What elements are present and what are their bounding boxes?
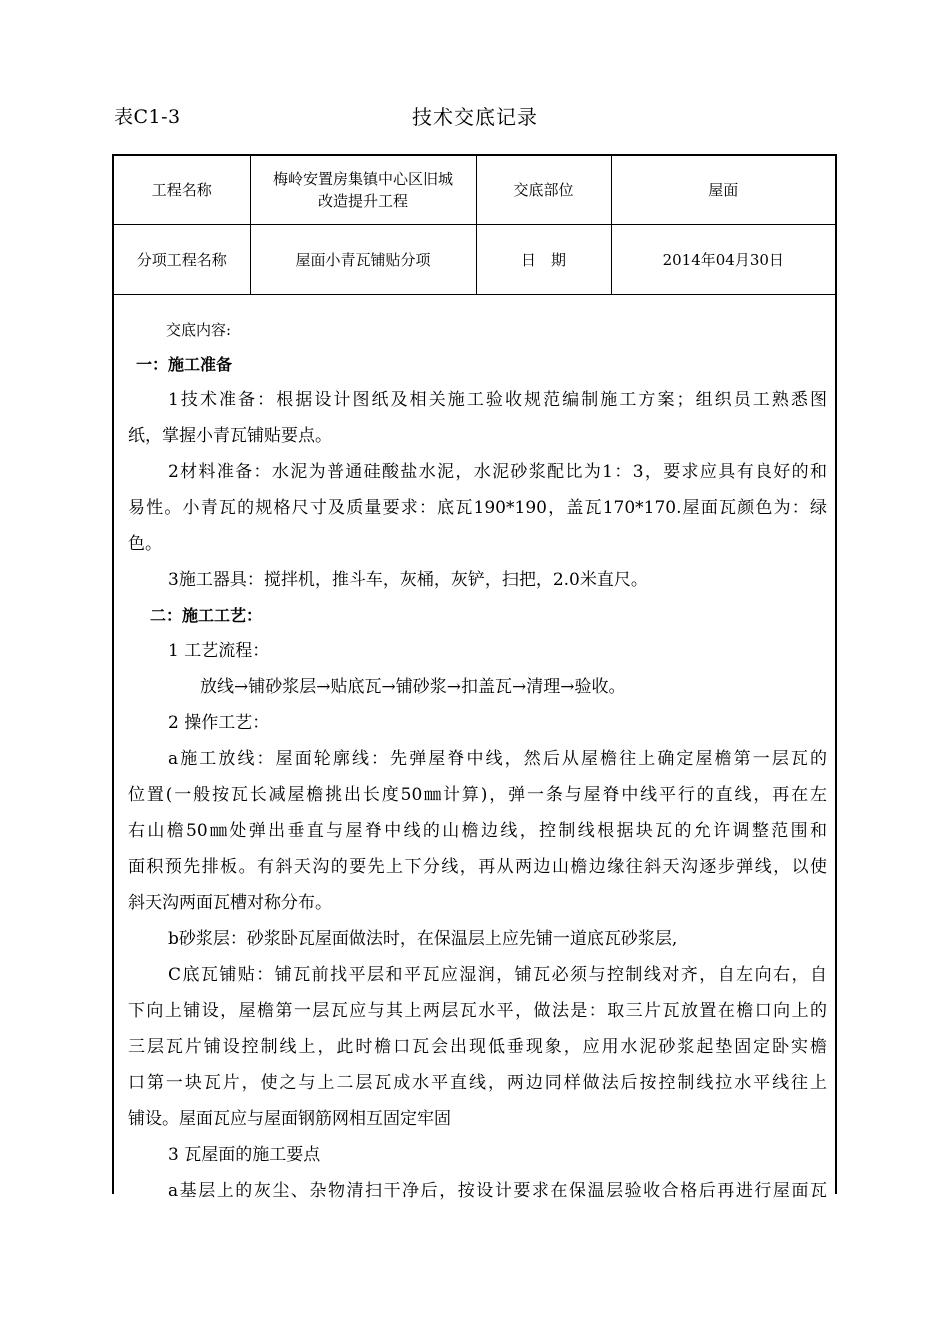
content-line: 三层瓦片铺设控制线上，此时檐口瓦会出现低垂现象，应用水泥砂浆起垫固定卧实檐 <box>128 1037 827 1057</box>
content-line: 面积预先排板。有斜天沟的要先上下分线，再从两边山檐边缘往斜天沟逐步弹线，以使 <box>128 857 827 877</box>
record-table <box>112 154 837 1201</box>
content-line: 纸，掌握小青瓦铺贴要点。 <box>128 426 332 446</box>
content-line: 下向上铺设，屋檐第一层瓦应与其上两层瓦水平，做法是：取三片瓦放置在檐口向上的 <box>128 1001 827 1021</box>
content-line: 2 操作工艺： <box>168 713 270 733</box>
date-label: 日 期 <box>476 225 611 295</box>
meta-table <box>114 156 835 295</box>
project-name-label: 工程名称 <box>114 156 250 225</box>
location-label: 交底部位 <box>476 156 611 225</box>
section-heading: 一：施工准备 <box>136 355 233 374</box>
date-value: 2014年04月30日 <box>611 225 835 295</box>
content-line: 位置(一般按瓦长减屋檐挑出长度50㎜计算)，弹一条与屋脊中线平行的直线，再在左 <box>128 785 827 805</box>
content-label: 交底内容: <box>166 321 232 339</box>
content-line: 2材料准备：水泥为普通硅酸盐水泥，水泥砂浆配比为1：3，要求应具有良好的和 <box>168 462 827 482</box>
project-name-line2: 改造提升工程 <box>317 192 408 210</box>
content-line: 易性。小青瓦的规格尺寸及质量要求：底瓦190*190，盖瓦170*170.屋面瓦颜色为：绿 <box>128 498 827 518</box>
section-heading: 二：施工工艺： <box>150 606 263 625</box>
content-line: 1 工艺流程： <box>168 641 270 661</box>
content-line: b砂浆层：砂浆卧瓦屋面做法时，在保温层上应先铺一道底瓦砂浆层, <box>168 929 678 949</box>
content-line: 放线→铺砂浆层→贴底瓦→铺砂浆→扣盖瓦→清理→验收。 <box>200 677 626 697</box>
content-line: 斜天沟两面瓦槽对称分布。 <box>128 893 332 913</box>
content-line: 铺设。屋面瓦应与屋面钢筋网相互固定牢固 <box>128 1109 451 1129</box>
content-line: 右山檐50㎜处弹出垂直与屋脊中线的山檐边线，控制线根据块瓦的允许调整范围和 <box>128 821 827 841</box>
content-line: C底瓦铺贴：铺瓦前找平层和平瓦应湿润，铺瓦必须与控制线对齐，自左向右，自 <box>168 965 827 985</box>
content-line: 色。 <box>128 534 162 554</box>
content-line: 3施工器具：搅拌机，推斗车，灰桶，灰铲，扫把，2.0米直尺。 <box>168 570 648 590</box>
content-section <box>114 295 835 1209</box>
project-name-value <box>250 156 476 225</box>
form-code: 表C1-3 <box>114 106 181 128</box>
content-line: a施工放线：屋面轮廓线：先弹屋脊中线，然后从屋檐往上确定屋檐第一层瓦的 <box>168 749 827 769</box>
content-line: a基层上的灰尘、杂物清扫干净后，按设计要求在保温层验收合格后再进行屋面瓦 <box>168 1181 827 1201</box>
content-line: 3 瓦屋面的施工要点 <box>168 1145 321 1165</box>
content-line: 1技术准备：根据设计图纸及相关施工验收规范编制施工方案；组织员工熟悉图 <box>168 390 827 410</box>
location-value: 屋面 <box>611 156 835 225</box>
content-line: 口第一块瓦片，使之与上二层瓦成水平直线，两边同样做法后按控制线拉水平线往上 <box>128 1073 827 1093</box>
project-name-line1: 梅岭安置房集镇中心区旧城 <box>272 170 453 188</box>
subproject-label: 分项工程名称 <box>114 225 250 295</box>
subproject-value: 屋面小青瓦铺贴分项 <box>250 225 476 295</box>
document-title: 技术交底记录 <box>412 105 538 129</box>
